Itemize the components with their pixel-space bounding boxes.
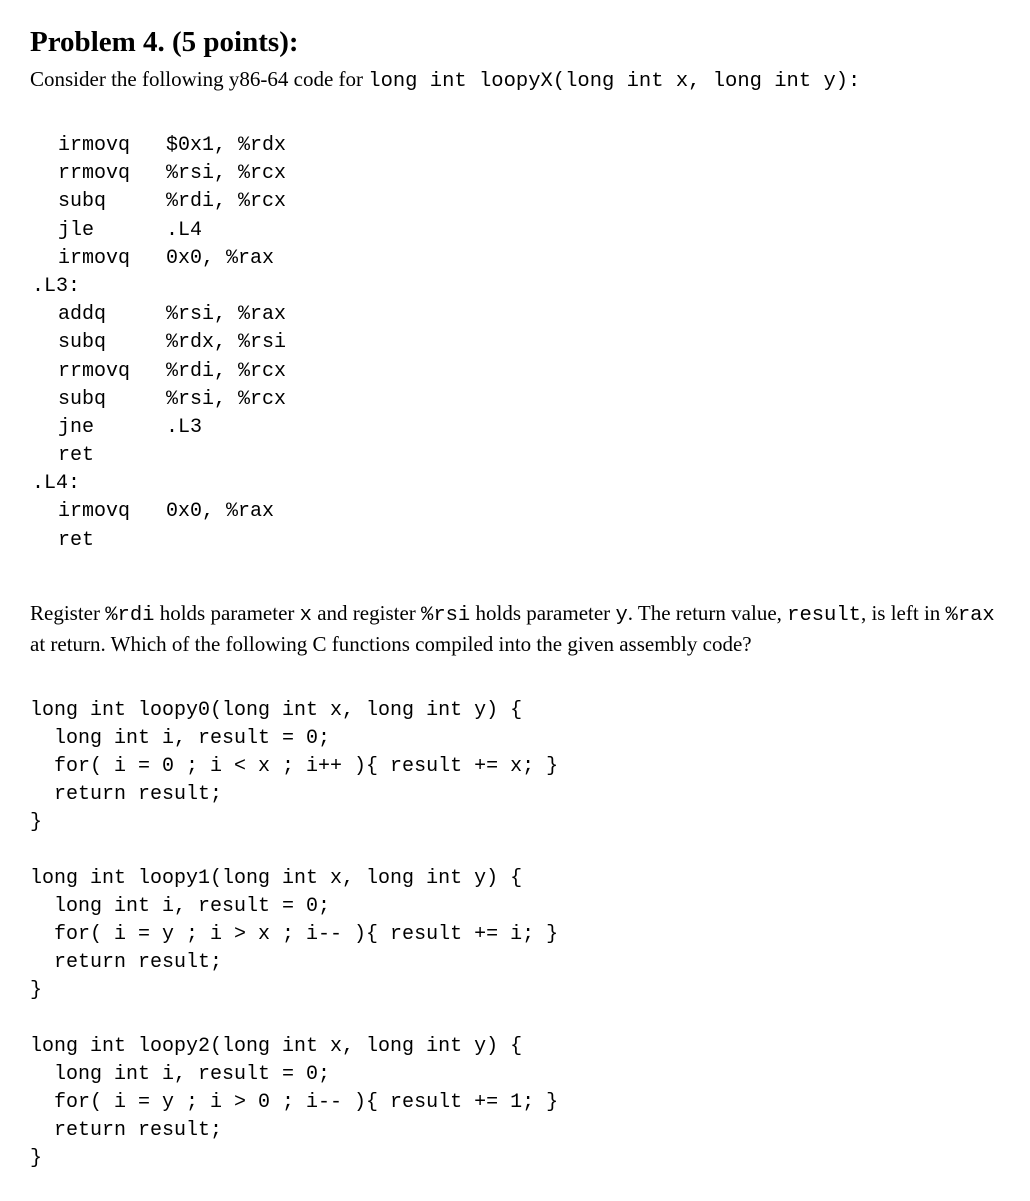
asm-opcode: ret xyxy=(58,444,95,468)
inline-code: result xyxy=(787,603,861,627)
asm-instruction xyxy=(30,245,1015,273)
code-line: long int i, result = 0; xyxy=(30,726,331,750)
description-text: Register xyxy=(30,600,106,625)
intro-text: Consider the following y86-64 code for xyxy=(30,67,369,91)
problem-page xyxy=(30,22,1015,1201)
code-line: for( i = 0 ; i < x ; i++ ){ result += x; } xyxy=(30,754,559,778)
code-line: long int loopy2(long int x, long int y) { xyxy=(30,1034,523,1058)
asm-instruction xyxy=(30,442,1015,470)
function-option-loopy0 xyxy=(30,697,1015,837)
asm-operands: .L4 xyxy=(166,218,203,242)
problem-intro xyxy=(30,64,1015,97)
asm-opcode: ret xyxy=(58,528,95,552)
code-line: } xyxy=(30,1146,43,1170)
function-option-loopy2 xyxy=(30,1033,1015,1173)
assembly-listing xyxy=(30,132,1015,555)
function-option-loopy1 xyxy=(30,865,1015,1005)
asm-instruction xyxy=(30,329,1015,357)
inline-code: %rsi xyxy=(421,603,471,627)
inline-code: y xyxy=(615,603,628,627)
description-text: holds parameter xyxy=(154,600,300,625)
asm-operands: 0x0, %rax xyxy=(166,500,275,524)
code-line: } xyxy=(30,978,43,1002)
code-line: return result; xyxy=(30,1118,223,1142)
problem-description xyxy=(30,599,1015,659)
code-line: for( i = y ; i > x ; i-- ){ result += i; } xyxy=(30,922,559,946)
asm-instruction xyxy=(30,132,1015,160)
asm-label-text: .L3: xyxy=(32,274,81,298)
asm-instruction xyxy=(30,188,1015,216)
asm-opcode: rrmovq xyxy=(58,162,131,186)
description-text: holds parameter xyxy=(470,600,616,625)
asm-instruction xyxy=(30,160,1015,188)
asm-operands: %rsi, %rcx xyxy=(166,162,287,186)
asm-opcode: subq xyxy=(58,331,107,355)
c-function-options xyxy=(30,697,1015,1173)
code-line: long int i, result = 0; xyxy=(30,1062,331,1086)
asm-instruction xyxy=(30,301,1015,329)
asm-operands: %rsi, %rax xyxy=(166,303,287,327)
asm-opcode: irmovq xyxy=(58,246,131,270)
description-text: and register xyxy=(311,600,422,625)
asm-opcode: addq xyxy=(58,303,107,327)
code-line: long int loopy0(long int x, long int y) { xyxy=(30,698,523,722)
asm-instruction xyxy=(30,358,1015,386)
asm-instruction xyxy=(30,527,1015,555)
asm-operands: %rdi, %rcx xyxy=(166,359,287,383)
asm-operands: 0x0, %rax xyxy=(166,246,275,270)
description-text: at return. Which of the following C functions compiled into the given assembly code? xyxy=(30,631,752,656)
asm-instruction xyxy=(30,498,1015,526)
asm-label xyxy=(30,470,1015,498)
asm-instruction xyxy=(30,386,1015,414)
asm-opcode: irmovq xyxy=(58,134,131,157)
asm-opcode: irmovq xyxy=(58,500,131,524)
code-line: return result; xyxy=(30,782,223,806)
code-line: for( i = y ; i > 0 ; i-- ){ result += 1; } xyxy=(30,1090,559,1114)
code-line: long int i, result = 0; xyxy=(30,894,331,918)
asm-opcode: jne xyxy=(58,415,95,439)
asm-operands: $0x1, %rdx xyxy=(166,134,287,157)
description-text: , is left in xyxy=(860,600,946,625)
inline-code: x xyxy=(299,603,312,627)
asm-opcode: subq xyxy=(58,387,107,411)
code-line: return result; xyxy=(30,950,223,974)
problem-title: Problem 4. (5 points): xyxy=(30,26,299,58)
asm-instruction xyxy=(30,217,1015,245)
inline-code: %rax xyxy=(945,603,995,627)
asm-operands: .L3 xyxy=(166,415,203,439)
inline-code: %rdi xyxy=(105,603,155,627)
code-line: long int loopy1(long int x, long int y) { xyxy=(30,866,523,890)
asm-opcode: subq xyxy=(58,190,107,214)
asm-operands: %rdi, %rcx xyxy=(166,190,287,214)
code-line: } xyxy=(30,810,43,834)
description-text: . The return value, xyxy=(627,600,788,625)
intro-signature: long int loopyX(long int x, long int y): xyxy=(368,70,861,93)
asm-operands: %rsi, %rcx xyxy=(166,387,287,411)
asm-operands: %rdx, %rsi xyxy=(166,331,287,355)
asm-label-text: .L4: xyxy=(32,472,81,496)
asm-opcode: rrmovq xyxy=(58,359,131,383)
asm-opcode: jle xyxy=(58,218,95,242)
asm-instruction xyxy=(30,414,1015,442)
asm-label xyxy=(30,273,1015,301)
